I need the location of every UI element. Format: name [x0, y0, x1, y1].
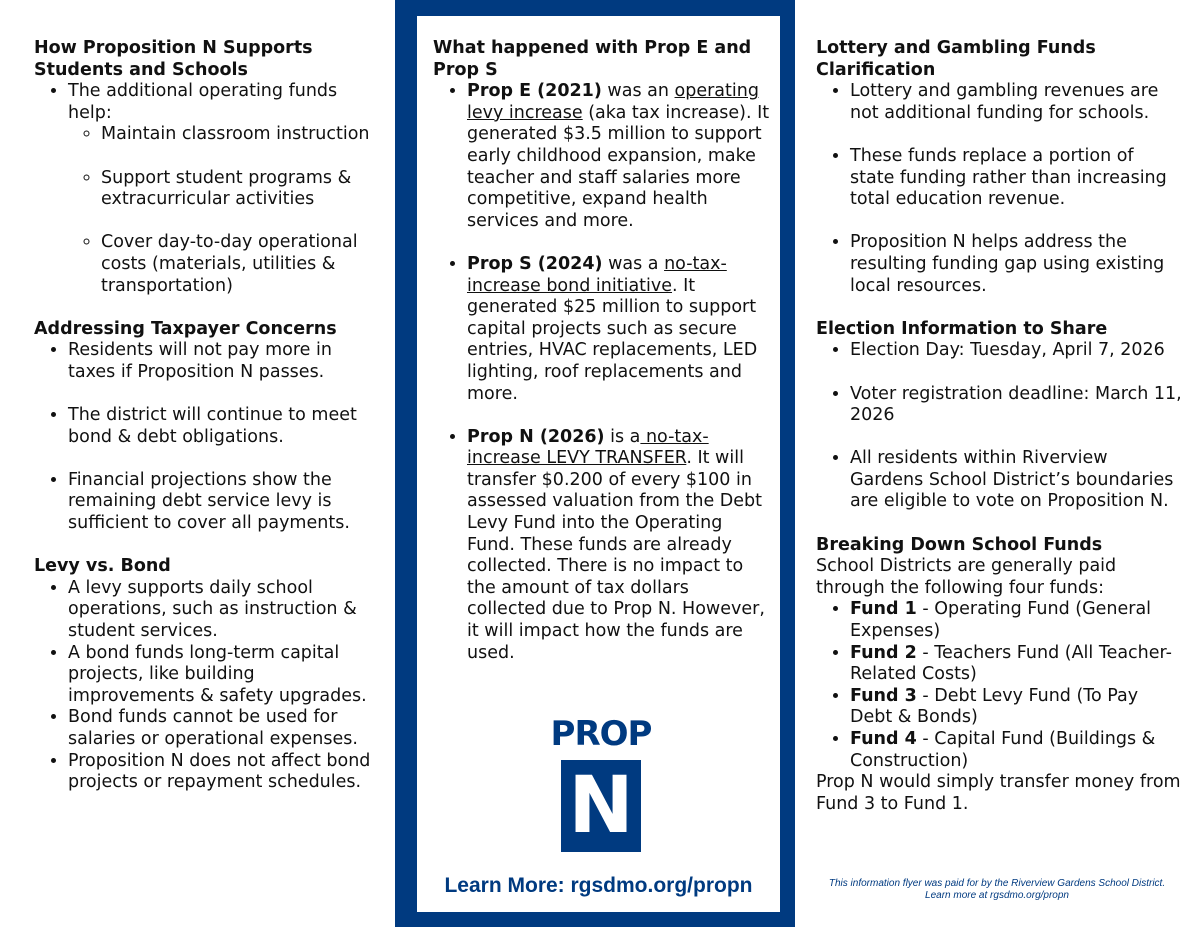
list-item: • Fund 1 - Operating Fund (General Expenses): [850, 599, 1182, 642]
prop-history-list: [433, 81, 773, 664]
list-item: • Residents will not pay more in taxes if Proposition N passes.: [68, 340, 384, 383]
logo-n-letter: N: [568, 761, 634, 851]
levy-bond-list: [34, 578, 384, 794]
school-funds-heading: Breaking Down School Funds: [816, 534, 1103, 555]
list-item: • Fund 3 - Debt Levy Fund (To Pay Debt & Bonds): [850, 686, 1182, 729]
list-item: • Election Day: Tuesday, April 7, 2026: [850, 340, 1182, 362]
taxpayer-heading: Addressing Taxpayer Concerns: [34, 318, 337, 339]
left-column: [34, 38, 384, 794]
list-item: • All residents within Riverview Gardens School District’s boundaries are eligible to vote on Proposition N.: [850, 448, 1182, 513]
list-item: • A levy supports daily school operations, such as instruction & student services.: [68, 578, 384, 643]
supports-heading: How Proposition N Supports Students and Schools: [34, 38, 313, 80]
supports-sublist: [68, 124, 384, 297]
list-item: ◦ Support student programs & extracurricular activities: [101, 168, 384, 211]
learn-more-link[interactable]: Learn More: rgsdmo.org/propn: [444, 874, 753, 897]
list-item: • Voter registration deadline: March 11, 2026: [850, 384, 1182, 427]
prop-n-logo: [549, 716, 653, 852]
list-item: ◦ Cover day-to-day operational costs (materials, utilities & transportation): [101, 232, 384, 297]
logo-n-box: [561, 760, 641, 852]
prop-e-item: • Prop E (2021) was an operating levy increase (aka tax increase). It generated $3.5 million to support early childhood expansion, make teacher and staff salaries more competitive, expand health services and more.: [467, 81, 773, 232]
taxpayer-list: [34, 340, 384, 534]
lottery-list: [816, 81, 1182, 297]
list-item: • Fund 4 - Capital Fund (Buildings & Construction): [850, 729, 1182, 772]
list-item: • Lottery and gambling revenues are not additional funding for schools.: [850, 81, 1182, 124]
list-item: • A bond funds long-term capital projects, like building improvements & safety upgrades.: [68, 643, 384, 708]
list-item: • Fund 2 - Teachers Fund (All Teacher-Related Costs): [850, 643, 1182, 686]
school-funds-outro: Prop N would simply transfer money from Fund 3 to Fund 1.: [816, 772, 1181, 814]
list-item: • The district will continue to meet bond & debt obligations.: [68, 405, 384, 448]
funds-list: [816, 599, 1182, 772]
list-item: • Financial projections show the remaining debt service levy is sufficient to cover all payments.: [68, 470, 384, 535]
middle-column: [433, 38, 773, 664]
school-funds-intro: School Districts are generally paid through the following four funds:: [816, 556, 1117, 598]
prop-history-heading: What happened with Prop E and Prop S: [433, 38, 752, 80]
prop-s-item: • Prop S (2024) was a no-tax-increase bond initiative. It generated $25 million to support capital projects such as secure entries, HVAC replacements, LED lighting, roof replacements and more.: [467, 254, 773, 405]
list-item: • The additional operating funds help: ◦ Maintain classroom instruction ◦ Support student programs & extracurricular activities ◦ Cover day-to-day operational costs (materials, utilities & transportation): [68, 81, 384, 297]
logo-prop-text: PROP: [550, 714, 652, 754]
list-item: • Proposition N helps address the resulting funding gap using existing local resources.: [850, 232, 1182, 297]
prop-n-item: • Prop N (2026) is a no-tax-increase LEVY TRANSFER. It will transfer $0.200 of every $100 in assessed valuation from the Debt Levy Fund into the Operating Fund. These funds are already collected. There is no impact to the amount of tax dollars collected due to Prop N. However, it will impact how the funds are used.: [467, 427, 773, 665]
election-list: [816, 340, 1182, 513]
lottery-heading: Lottery and Gambling Funds Clarification: [816, 38, 1096, 80]
list-item: • Bond funds cannot be used for salaries or operational expenses.: [68, 707, 384, 750]
disclaimer-text: This information flyer was paid for by the Riverview Gardens School District. Learn more at rgsdmo.org/propn: [828, 878, 1166, 901]
election-heading: Election Information to Share: [816, 318, 1108, 339]
supports-list: [34, 81, 384, 297]
list-item: • These funds replace a portion of state funding rather than increasing total education revenue.: [850, 146, 1182, 211]
list-item: ◦ Maintain classroom instruction: [101, 124, 384, 146]
list-item: • Proposition N does not affect bond projects or repayment schedules.: [68, 751, 384, 794]
levy-bond-heading: Levy vs. Bond: [34, 556, 171, 577]
right-column: [816, 38, 1182, 815]
